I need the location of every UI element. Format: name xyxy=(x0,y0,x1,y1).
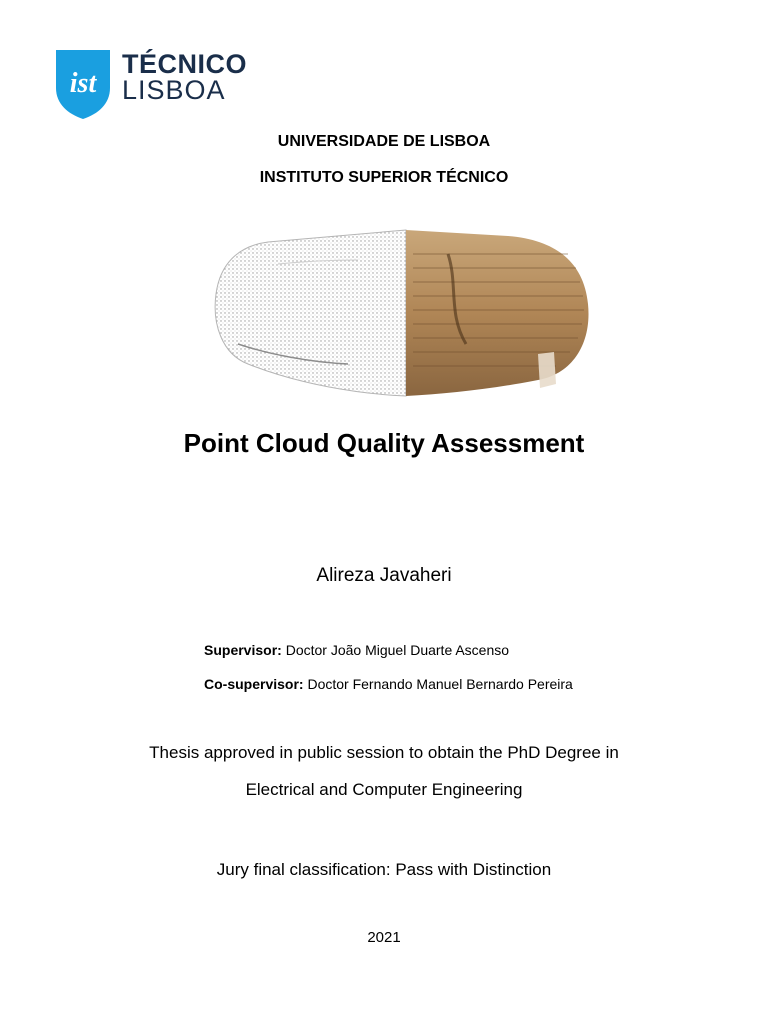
logo-line-tecnico: TÉCNICO xyxy=(122,49,247,79)
institute-name: INSTITUTO SUPERIOR TÉCNICO xyxy=(259,169,509,186)
logo-line-lisboa: LISBOA xyxy=(122,75,226,105)
supervisor-label: Supervisor: xyxy=(204,642,282,658)
supervisor-line xyxy=(204,642,509,658)
svg-text:ist: ist xyxy=(69,68,97,99)
thesis-title: Point Cloud Quality Assessment xyxy=(183,428,585,458)
logo-wordmark xyxy=(122,51,247,103)
supervisor-name: Doctor João Miguel Duarte Ascenso xyxy=(281,642,510,658)
jury-classification: Jury final classification: Pass with Distinction xyxy=(216,860,552,879)
author-name: Alireza Javaheri xyxy=(316,565,452,586)
point-cloud-cylinder-image xyxy=(208,224,594,402)
cosupervisor-name: Doctor Fernando Manuel Bernardo Pereira xyxy=(303,676,573,692)
ist-logo xyxy=(54,48,247,124)
cosupervisor-label: Co-supervisor: xyxy=(204,676,304,692)
year: 2021 xyxy=(367,929,401,946)
university-name: UNIVERSIDADE DE LISBOA xyxy=(277,133,491,150)
cosupervisor-line xyxy=(204,676,573,692)
thesis-statement-line2: Electrical and Computer Engineering xyxy=(245,780,523,799)
thesis-statement-line1: Thesis approved in public session to obtain the PhD Degree in xyxy=(149,743,619,762)
ist-shield-icon xyxy=(54,48,112,120)
